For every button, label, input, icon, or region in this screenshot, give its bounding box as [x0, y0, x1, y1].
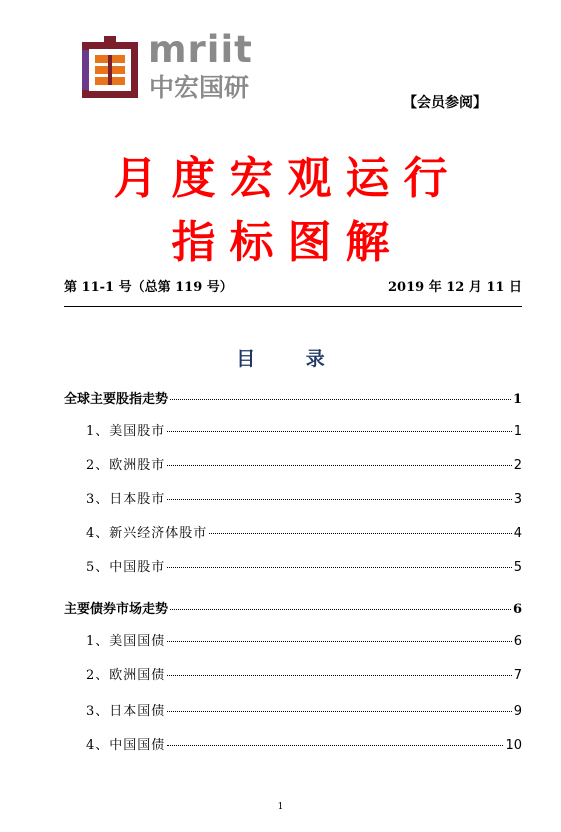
toc-item-row[interactable]: [64, 454, 522, 474]
toc-entry-label: 5、中国股市: [86, 560, 166, 575]
document-title-line-2: 指标图解: [171, 217, 404, 268]
toc-item-row[interactable]: [64, 556, 522, 576]
issue-info: [64, 276, 522, 296]
toc-entry-label: 3、日本股市: [86, 492, 166, 507]
toc-heading: 目 录: [236, 348, 347, 370]
logo-mark-icon: [80, 36, 140, 100]
toc-item-row[interactable]: [64, 630, 522, 650]
toc-item-row[interactable]: [64, 488, 522, 508]
toc-section-row[interactable]: [64, 388, 522, 408]
toc-entry-label: 2、欧洲国债: [86, 668, 166, 683]
toc-item-row[interactable]: [64, 420, 522, 440]
toc-dot-leader: [170, 399, 511, 400]
toc-page-number: 9: [513, 704, 522, 719]
document-title-line-1: 月度宏观运行: [113, 153, 462, 204]
toc-entry-label: 4、新兴经济体股市: [86, 526, 208, 541]
toc-dot-leader: [167, 499, 511, 500]
toc-dot-leader: [167, 641, 511, 642]
issue-number: 第 11-1 号（总第 119 号）: [64, 280, 233, 295]
toc-item-row[interactable]: [64, 664, 522, 684]
toc-item-row[interactable]: [64, 522, 522, 542]
logo-name-en: mriit: [148, 28, 253, 71]
toc-dot-leader: [167, 675, 511, 676]
toc-dot-leader: [167, 711, 511, 712]
toc-page-number: 3: [513, 492, 522, 507]
toc-page-number: 1: [512, 392, 522, 407]
toc-page-number: 5: [513, 560, 522, 575]
toc-page-number: 6: [513, 634, 522, 649]
company-logo: [80, 28, 280, 106]
toc-page-number: 4: [513, 526, 522, 541]
toc-page-number: 1: [513, 424, 522, 439]
toc-entry-label: 主要债券市场走势: [64, 602, 169, 617]
toc-page-number: 10: [505, 738, 522, 753]
toc-dot-leader: [167, 745, 503, 746]
toc-entry-label: 1、美国国债: [86, 634, 166, 649]
toc-entry-label: 4、中国国债: [86, 738, 166, 753]
toc-page-number: 2: [513, 458, 522, 473]
toc-dot-leader: [167, 431, 511, 432]
toc-dot-leader: [170, 609, 511, 610]
page-number: 1: [277, 802, 284, 812]
toc-item-row[interactable]: [64, 700, 522, 720]
toc-item-row[interactable]: [64, 734, 522, 754]
toc-entry-label: 1、美国股市: [86, 424, 166, 439]
header-divider: [64, 306, 522, 307]
issue-date: 2019 年 12 月 11 日: [388, 280, 522, 295]
toc-dot-leader: [167, 465, 511, 466]
logo-name-cn: 中宏国研: [149, 73, 250, 102]
toc-page-number: 7: [513, 668, 522, 683]
toc-section-row[interactable]: [64, 598, 522, 618]
toc-dot-leader: [167, 567, 511, 568]
member-tag: 【会员参阅】: [403, 95, 487, 111]
toc-dot-leader: [209, 533, 511, 534]
toc-entry-label: 全球主要股指走势: [64, 392, 169, 407]
toc-page-number: 6: [512, 602, 522, 617]
toc-entry-label: 3、日本国债: [86, 704, 166, 719]
toc-entry-label: 2、欧洲股市: [86, 458, 166, 473]
